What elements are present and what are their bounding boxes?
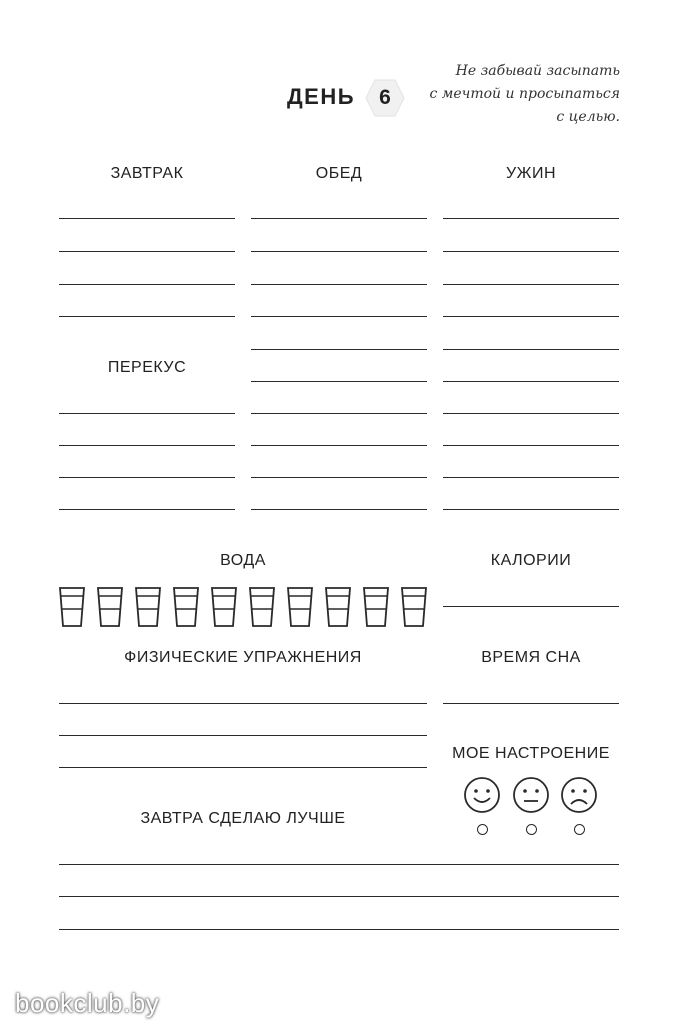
tomorrow-line[interactable] <box>59 929 619 930</box>
lunch-line[interactable] <box>251 381 427 382</box>
day-number-badge <box>365 79 405 117</box>
sleep-time-line[interactable] <box>443 703 619 704</box>
day-number: 6 <box>379 86 391 109</box>
breakfast-line[interactable] <box>59 284 235 285</box>
exercise-heading: ФИЗИЧЕСКИЕ УПРАЖНЕНИЯ <box>124 649 362 666</box>
dinner-line[interactable] <box>443 218 619 219</box>
dinner-heading: УЖИН <box>506 165 556 182</box>
day-label: ДЕНЬ <box>287 84 356 109</box>
snack-heading: ПЕРЕКУС <box>107 359 187 376</box>
snack-line[interactable] <box>59 509 235 510</box>
lunch-line[interactable] <box>251 284 427 285</box>
water-glass-icon[interactable] <box>172 585 200 629</box>
exercise-line[interactable] <box>59 735 427 736</box>
water-glass-icon[interactable] <box>324 585 352 629</box>
tomorrow-line[interactable] <box>59 896 619 897</box>
dinner-line[interactable] <box>443 413 619 414</box>
dinner-line[interactable] <box>443 284 619 285</box>
water-glass-icon[interactable] <box>400 585 428 629</box>
breakfast-line[interactable] <box>59 251 235 252</box>
sleep-time-heading: ВРЕМЯ СНА <box>481 649 581 666</box>
breakfast-line[interactable] <box>59 316 235 317</box>
tomorrow-line[interactable] <box>59 864 619 865</box>
calories-heading: КАЛОРИИ <box>490 552 572 569</box>
quote-line: Не забывай засыпать <box>455 63 620 79</box>
exercise-line[interactable] <box>59 767 427 768</box>
exercise-line[interactable] <box>59 703 427 704</box>
lunch-line[interactable] <box>251 218 427 219</box>
water-glass-icon[interactable] <box>58 585 86 629</box>
mood-heading: МОЕ НАСТРОЕНИЕ <box>452 745 610 762</box>
lunch-heading: ОБЕД <box>315 165 363 182</box>
mood-radio-happy[interactable] <box>477 824 488 835</box>
sad-face-icon[interactable] <box>560 776 598 814</box>
dinner-line[interactable] <box>443 477 619 478</box>
water-glass-icon[interactable] <box>248 585 276 629</box>
water-glass-icon[interactable] <box>210 585 238 629</box>
snack-line[interactable] <box>59 477 235 478</box>
mood-radio-neutral[interactable] <box>526 824 537 835</box>
snack-line[interactable] <box>59 413 235 414</box>
lunch-line[interactable] <box>251 251 427 252</box>
water-glass-icon[interactable] <box>362 585 390 629</box>
water-heading: ВОДА <box>220 552 266 569</box>
lunch-line[interactable] <box>251 413 427 414</box>
watermark: bookclub.by <box>15 988 160 1018</box>
lunch-line[interactable] <box>251 349 427 350</box>
breakfast-heading: ЗАВТРАК <box>110 165 184 182</box>
happy-face-icon[interactable] <box>463 776 501 814</box>
lunch-line[interactable] <box>251 509 427 510</box>
lunch-line[interactable] <box>251 316 427 317</box>
dinner-line[interactable] <box>443 445 619 446</box>
dinner-line[interactable] <box>443 349 619 350</box>
motivational-quote <box>420 60 620 129</box>
water-glass-icon[interactable] <box>286 585 314 629</box>
tomorrow-heading: ЗАВТРА СДЕЛАЮ ЛУЧШЕ <box>140 810 346 827</box>
water-glass-icon[interactable] <box>134 585 162 629</box>
lunch-line[interactable] <box>251 477 427 478</box>
mood-radio-sad[interactable] <box>574 824 585 835</box>
dinner-line[interactable] <box>443 251 619 252</box>
lunch-line[interactable] <box>251 445 427 446</box>
calories-line[interactable] <box>443 606 619 607</box>
dinner-line[interactable] <box>443 381 619 382</box>
neutral-face-icon[interactable] <box>512 776 550 814</box>
breakfast-line[interactable] <box>59 218 235 219</box>
quote-line: с целью. <box>556 109 620 125</box>
dinner-line[interactable] <box>443 509 619 510</box>
water-glass-icon[interactable] <box>96 585 124 629</box>
snack-line[interactable] <box>59 445 235 446</box>
quote-line: с мечтой и просыпаться <box>429 86 620 102</box>
dinner-line[interactable] <box>443 316 619 317</box>
